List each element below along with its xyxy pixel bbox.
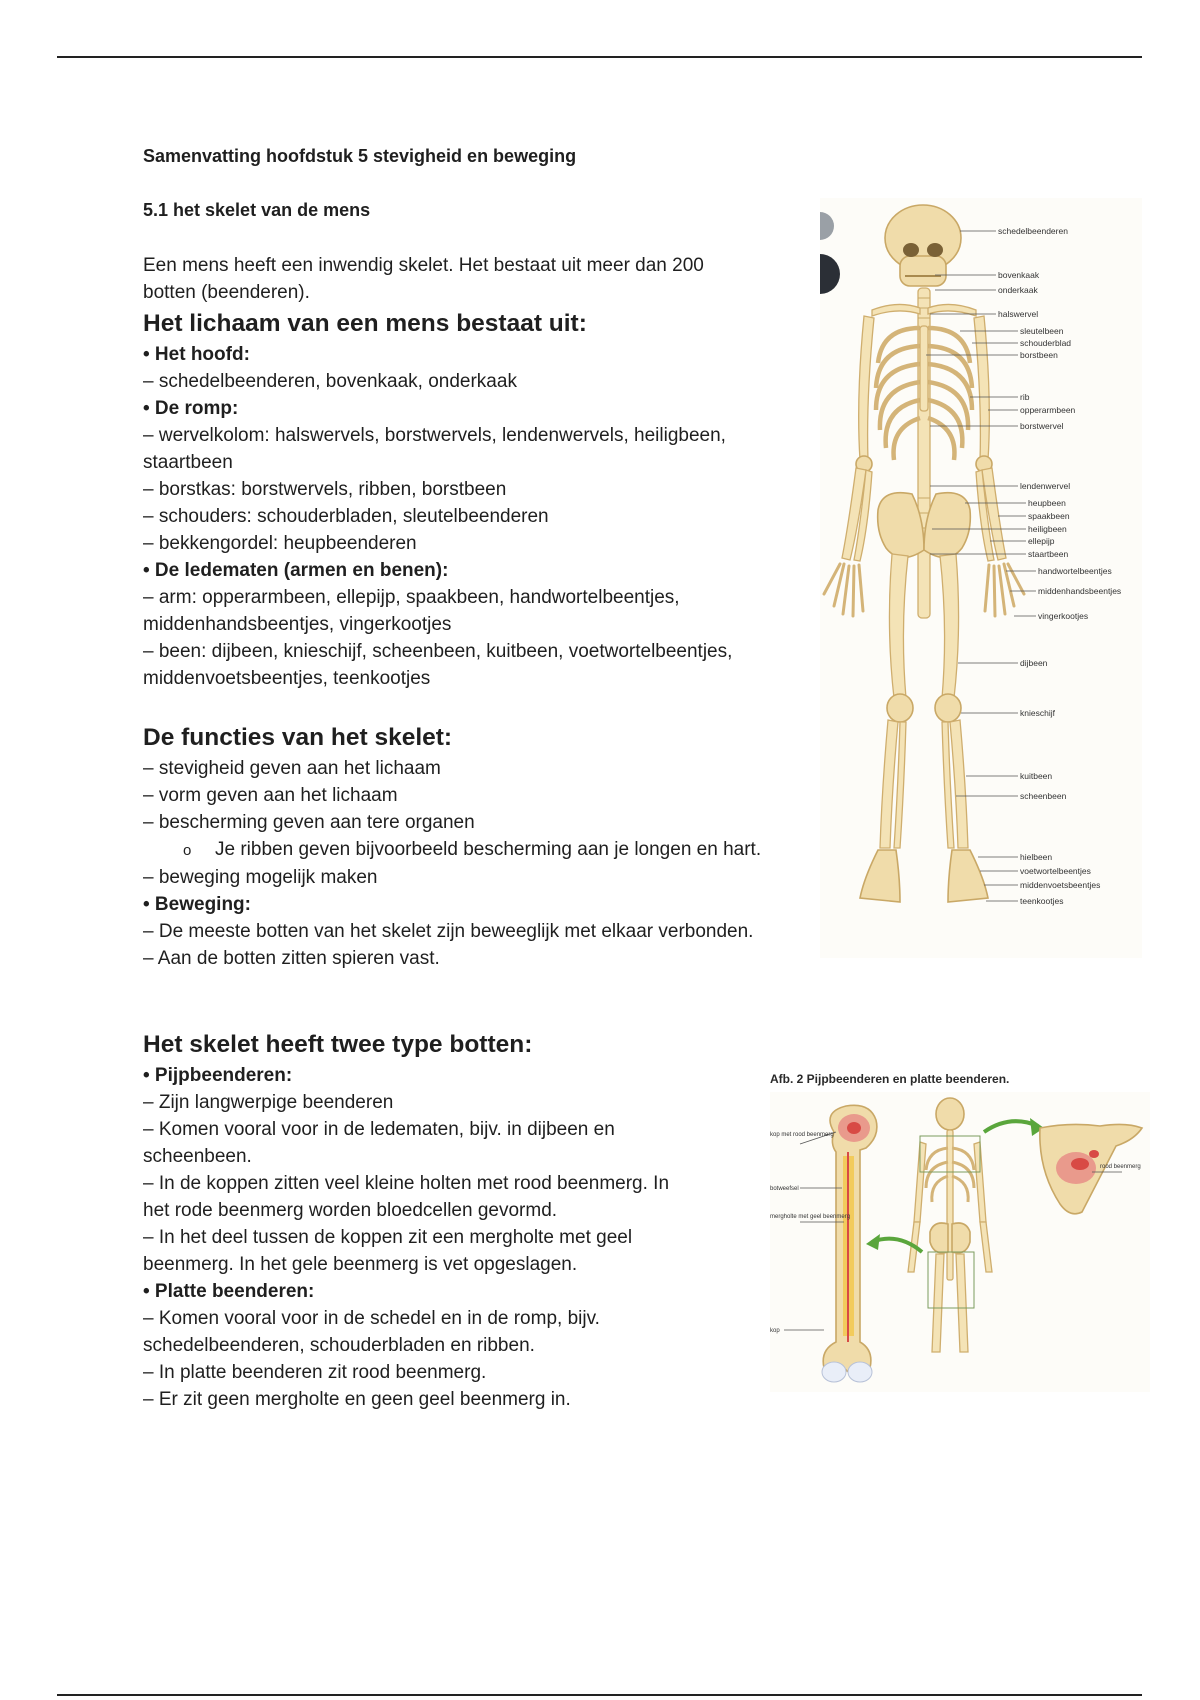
section-heading: 5.1 het skelet van de mens bbox=[143, 200, 371, 220]
skeleton-label: middenhandsbeentjes bbox=[1038, 586, 1122, 596]
list-item: – In de koppen zitten veel kleine holten met rood beenmerg. In bbox=[143, 1173, 670, 1194]
document-title: Samenvatting hoofdstuk 5 stevigheid en beweging bbox=[143, 146, 577, 166]
skeleton-label: onderkaak bbox=[998, 285, 1038, 295]
skeleton-label: lendenwervel bbox=[1020, 481, 1071, 491]
list-item: – schedelbeenderen, bovenkaak, onderkaak bbox=[143, 371, 517, 392]
skeleton-label: dijbeen bbox=[1020, 658, 1048, 668]
list-item: – Komen vooral voor in de ledematen, bijv. in dijbeen en bbox=[143, 1119, 615, 1140]
list-subheading: • De ledematen (armen en benen): bbox=[143, 560, 449, 581]
list-item: – arm: opperarmbeen, ellepijp, spaakbeen, handwortelbeentjes, bbox=[143, 587, 680, 608]
list-item: staartbeen bbox=[143, 452, 233, 473]
skeleton-label: schouderblad bbox=[1020, 338, 1072, 348]
header-rule bbox=[57, 56, 1142, 58]
list-item: – wervelkolom: halswervels, borstwervels, lendenwervels, heiligbeen, bbox=[143, 425, 726, 446]
intro-line: Een mens heeft een inwendig skelet. Het bestaat uit meer dan 200 bbox=[143, 255, 704, 276]
list-item: – borstkas: borstwervels, ribben, borstbeen bbox=[143, 479, 507, 500]
list-item: – schouders: schouderbladen, sleutelbeenderen bbox=[143, 506, 549, 527]
skeleton-label: sleutelbeen bbox=[1020, 326, 1064, 336]
skeleton-label: borstbeen bbox=[1020, 350, 1058, 360]
list-subheading: • Platte beenderen: bbox=[143, 1281, 315, 1302]
list-item: – In platte beenderen zit rood beenmerg. bbox=[143, 1362, 487, 1383]
skeleton-label: spaakbeen bbox=[1028, 511, 1070, 521]
skeleton-label: scheenbeen bbox=[1020, 791, 1067, 801]
sub-bullet-text: Je ribben geven bijvoorbeeld bescherming aan je longen en hart. bbox=[215, 839, 762, 860]
list-item: – Komen vooral voor in de schedel en in de romp, bijv. bbox=[143, 1308, 600, 1329]
list-item: het rode beenmerg worden bloedcellen gevormd. bbox=[143, 1200, 558, 1221]
bone-label: kop met rood beenmerg bbox=[770, 1132, 834, 1138]
list-item: – vorm geven aan het lichaam bbox=[143, 785, 398, 806]
bone-types-figure bbox=[770, 1072, 1150, 1392]
bone-types-list bbox=[143, 1062, 803, 1413]
intro-line: botten (beenderen). bbox=[143, 282, 310, 303]
skeleton-label: heiligbeen bbox=[1028, 524, 1067, 534]
skeleton-label: bovenkaak bbox=[998, 270, 1040, 280]
skeleton-label: teenkootjes bbox=[1020, 896, 1064, 906]
bone-label: kop bbox=[770, 1328, 780, 1334]
list-item: schedelbeenderen, schouderbladen en ribben. bbox=[143, 1335, 535, 1356]
bone-types-heading: Het skelet heeft twee type botten: bbox=[143, 1031, 533, 1058]
skeleton-label: handwortelbeentjes bbox=[1038, 566, 1112, 576]
list-item: scheenbeen. bbox=[143, 1146, 252, 1167]
functions-heading: De functies van het skelet: bbox=[143, 724, 453, 751]
functions-list bbox=[143, 755, 803, 972]
list-item: – Aan de botten zitten spieren vast. bbox=[143, 948, 440, 969]
skeleton-label: vingerkootjes bbox=[1038, 611, 1089, 621]
list-subheading: • Beweging: bbox=[143, 894, 251, 915]
list-item: middenvoetsbeentjes, teenkootjes bbox=[143, 668, 431, 689]
list-subheading: • De romp: bbox=[143, 398, 239, 419]
skeleton-label: rib bbox=[1020, 392, 1030, 402]
skeleton-label: middenvoetsbeentjes bbox=[1020, 880, 1101, 890]
skeleton-label: knieschijf bbox=[1020, 708, 1055, 718]
skeleton-label: opperarmbeen bbox=[1020, 405, 1076, 415]
body-heading: Het lichaam van een mens bestaat uit: bbox=[143, 310, 587, 337]
sub-bullet-item bbox=[143, 836, 803, 864]
list-item: – beweging mogelijk maken bbox=[143, 867, 378, 888]
skeleton-label: kuitbeen bbox=[1020, 771, 1053, 781]
figure-caption: Afb. 2 Pijpbeenderen en platte beenderen. bbox=[770, 1072, 1010, 1086]
skeleton-label: schedelbeenderen bbox=[998, 226, 1068, 236]
list-item: middenhandsbeentjes, vingerkootjes bbox=[143, 614, 452, 635]
list-item: – stevigheid geven aan het lichaam bbox=[143, 758, 441, 779]
skeleton-label: borstwervel bbox=[1020, 421, 1064, 431]
list-item: beenmerg. In het gele beenmerg is vet opgeslagen. bbox=[143, 1254, 578, 1275]
list-item: – In het deel tussen de koppen zit een mergholte met geel bbox=[143, 1227, 633, 1248]
body-parts-list bbox=[143, 341, 803, 692]
skeleton-label: hielbeen bbox=[1020, 852, 1053, 862]
bone-label: mergholte met geel beenmerg bbox=[770, 1214, 851, 1220]
list-subheading: • Het hoofd: bbox=[143, 344, 250, 365]
skeleton-label: ellepijp bbox=[1028, 536, 1055, 546]
bullet-icon: o bbox=[183, 842, 192, 859]
skeleton-label: halswervel bbox=[998, 309, 1039, 319]
list-item: – bekkengordel: heupbeenderen bbox=[143, 533, 417, 554]
list-item: – bescherming geven aan tere organen bbox=[143, 812, 475, 833]
list-item: – De meeste botten van het skelet zijn beweeglijk met elkaar verbonden. bbox=[143, 921, 754, 942]
intro-paragraph bbox=[143, 252, 803, 306]
list-item: – Zijn langwerpige beenderen bbox=[143, 1092, 394, 1113]
list-subheading: • Pijpbeenderen: bbox=[143, 1065, 293, 1086]
bone-label: botweefsel bbox=[770, 1186, 799, 1192]
skeleton-figure bbox=[820, 198, 1142, 958]
figure-background bbox=[820, 198, 1142, 958]
bone-label: rood beenmerg bbox=[1100, 1164, 1141, 1170]
skeleton-label: heupbeen bbox=[1028, 498, 1066, 508]
footer-rule bbox=[57, 1694, 1142, 1696]
bone-types-illustration bbox=[770, 1092, 1150, 1392]
list-item: – been: dijbeen, knieschijf, scheenbeen, kuitbeen, voetwortelbeentjes, bbox=[143, 641, 733, 662]
list-item: – Er zit geen mergholte en geen geel beenmerg in. bbox=[143, 1389, 571, 1410]
skeleton-label: voetwortelbeentjes bbox=[1020, 866, 1091, 876]
skeleton-label: staartbeen bbox=[1028, 549, 1069, 559]
